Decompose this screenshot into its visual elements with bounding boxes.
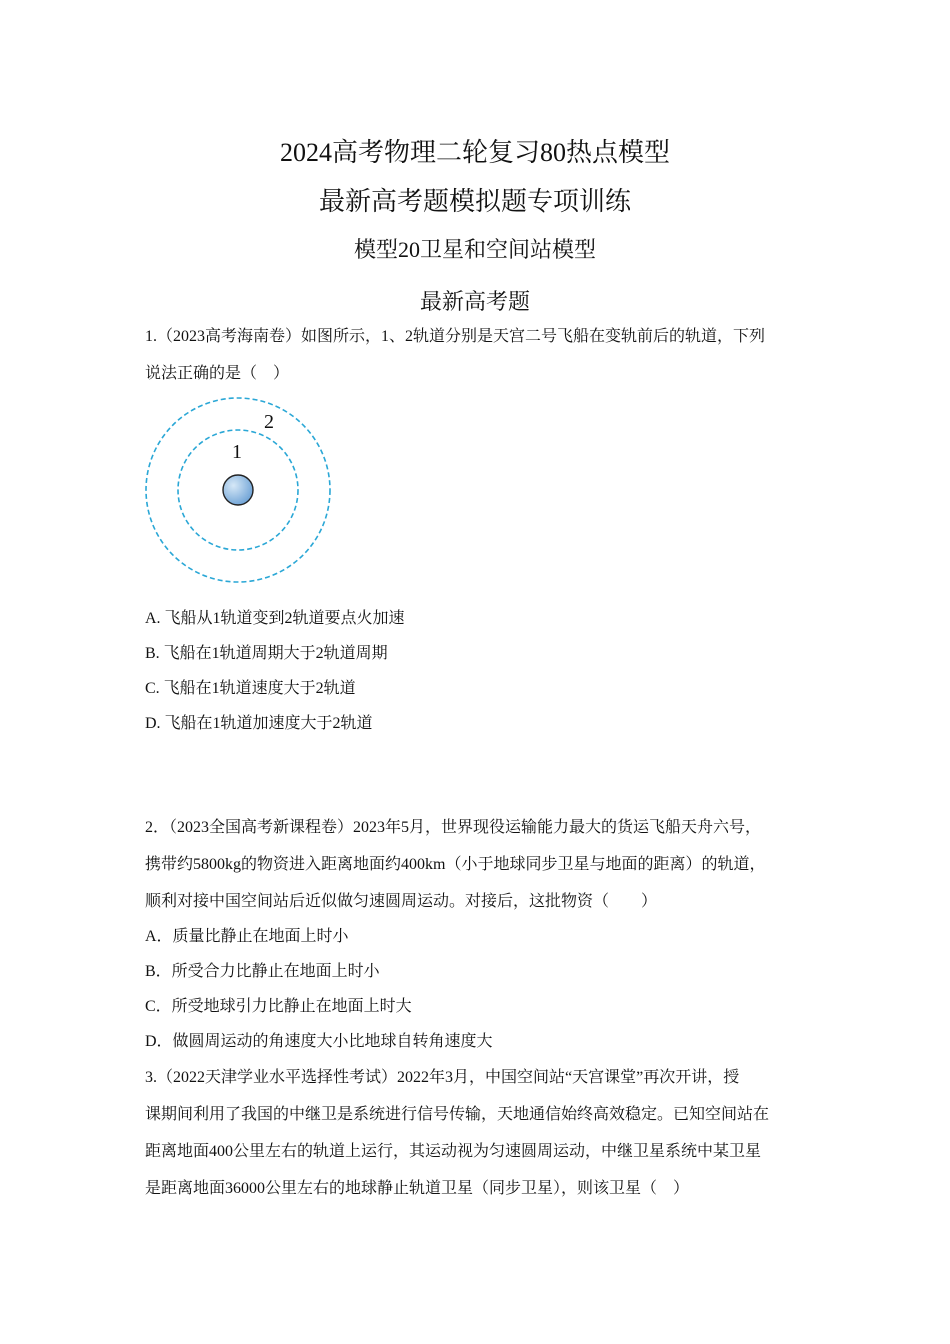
q2-option-b: B．所受合力比静止在地面上时小 [145, 963, 380, 980]
q2-stem-line-2: 携带约5800kg的物资进入距离地面约400km（小于地球同步卫星与地面的距离）的轨道， [145, 856, 766, 873]
q2-option-a: A．质量比静止在地面上时小 [145, 928, 349, 945]
document-subtitle: 最新高考题模拟题专项训练 [318, 187, 631, 216]
q2-option-c: C．所受地球引力比静止在地面上时大 [145, 998, 412, 1015]
q3-stem-line-1: 3.（2022天津学业水平选择性考试）2022年3月，中国空间站“天宫课堂”再次开讲，授 [145, 1069, 740, 1086]
orbit-label-2: 2 [264, 411, 274, 433]
q2-option-d: D．做圆周运动的角速度大小比地球自转角速度大 [145, 1033, 493, 1050]
document-title: 2024高考物理二轮复习80热点模型 [279, 138, 670, 167]
q1-option-b: B. 飞船在1轨道周期大于2轨道周期 [145, 645, 388, 662]
q3-stem-line-2: 课期间利用了我国的中继卫是系统进行信号传输，天地通信始终高效稳定。已知空间站在 [145, 1106, 770, 1123]
q1-option-d: D. 飞船在1轨道加速度大于2轨道 [145, 715, 373, 732]
q3-stem-line-3: 距离地面400公里左右的轨道上运行，其运动视为匀速圆周运动，中继卫星系统中某卫星 [145, 1143, 762, 1160]
q2-stem-line-1: 2．（2023全国高考新课程卷）2023年5月，世界现役运输能力最大的货运飞船天舟六号， [145, 819, 762, 836]
q1-option-c: C. 飞船在1轨道速度大于2轨道 [145, 680, 356, 697]
orbit-diagram [140, 392, 340, 592]
q3-stem-line-4: 是距离地面36000公里左右的地球静止轨道卫星（同步卫星），则该卫星（ ） [145, 1180, 690, 1197]
q1-option-a: A. 飞船从1轨道变到2轨道要点火加速 [145, 610, 405, 627]
section-title: 最新高考题 [419, 289, 530, 314]
q2-stem-line-3: 顺利对接中国空间站后近似做匀速圆周运动。对接后，这批物资（ ） [145, 893, 658, 910]
planet [223, 475, 253, 505]
q1-stem-line-2: 说法正确的是（ ） [145, 365, 290, 382]
orbit-label-1: 1 [232, 441, 242, 463]
model-title: 模型20卫星和空间站模型 [353, 237, 596, 262]
q1-stem-line-1: 1.（2023高考海南卷）如图所示，1、2轨道分别是天宫二号飞船在变轨前后的轨道，下列 [145, 328, 766, 345]
